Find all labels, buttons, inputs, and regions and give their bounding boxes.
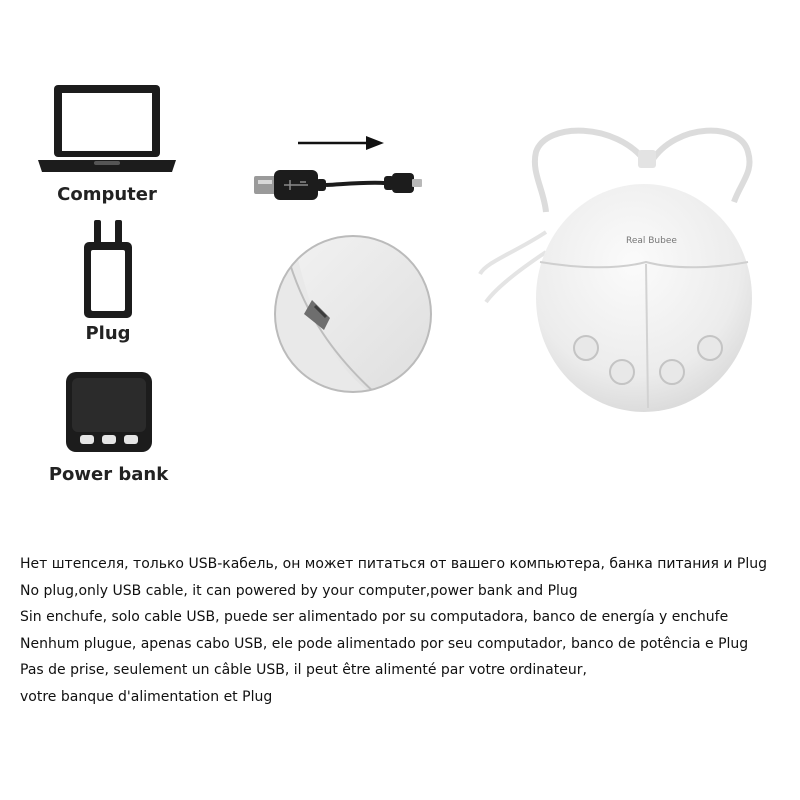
laptop-icon [36,82,178,174]
arrow-right-icon [296,134,386,152]
description-line-pt: Nenhum plugue, apenas cabo USB, ele pode alimentado por seu computador, banco de potência e Plug [20,635,749,652]
usb-cable-icon [250,160,426,208]
description-line-fr-1: Pas de prise, seulement un câble USB, il peut être alimenté par votre ordinateur, [20,662,587,678]
description-line-ru: Нет штепселя, только USB-кабель, он может питаться от вашего компьютера, банка питания и Plug [20,556,768,572]
description-line-fr-2: votre banque d'alimentation et Plug [20,688,273,705]
description-text-block [20,551,795,710]
plug-icon [82,220,134,320]
source-label-computer: Computer [57,184,157,205]
power-bank-icon [66,372,154,454]
description-line-en: No plug,only USB cable, it can powered by your computer,power bank and Plug [20,582,578,599]
source-label-plug: Plug [85,323,131,344]
device-brand-text: Real Bubee [626,236,677,246]
source-label-power-bank: Power bank [48,464,169,485]
description-line-es: Sin enchufe, solo cable USB, puede ser alimentado por su computadora, banco de energía y enchufe [20,609,729,625]
breast-pump-device-image [476,112,776,420]
port-closeup-image [272,234,434,394]
